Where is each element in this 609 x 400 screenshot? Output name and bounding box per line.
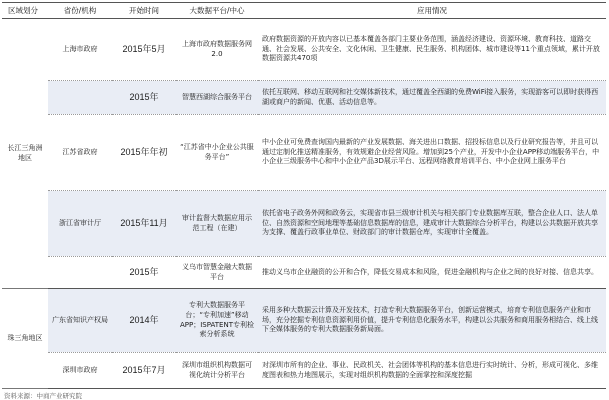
platform-cell: 审计监督大数据应用示范工程（在建） [176, 191, 258, 257]
header-time: 开始时间 [112, 3, 176, 19]
platform-cell: 义乌市智慧金融大数据平台 [176, 257, 258, 289]
org-cell: 浙江省审计厅 [48, 191, 112, 257]
platform-cell: “江苏省中小企业公共服务平台” [176, 115, 258, 191]
time-cell: 2015年7月 [112, 353, 176, 389]
source-footnote: 资料来源：中商产业研究院 [4, 392, 82, 400]
table-row [2, 115, 606, 191]
table-row [2, 81, 606, 115]
region-yangtze: 长江三角洲地区 [2, 19, 48, 289]
time-cell: 2015年 [112, 81, 176, 115]
header-platform: 大数据平台/中心 [176, 3, 258, 19]
time-cell: 2015年11月 [112, 191, 176, 257]
header-org: 省份/机构 [48, 3, 112, 19]
detail-cell: 对深圳市所有的企业、事业、民政机关、社会团体等机构的基本信息进行实时统计、分析，形成可视化、多维度图表和热力地图展示，实现对组织机构数据的全面掌控和深度挖掘 [258, 353, 606, 389]
platform-cell: 上海市政府数据服务网2.0 [176, 19, 258, 81]
detail-cell: 依托互联网、移动互联网和社交媒体新技术，通过覆盖全西湖的免费WiFi接入服务，实现游客可以即时获得西湖或商户的新闻、优惠、活动信息等。 [258, 81, 606, 115]
platform-cell: 深圳市组织机构数据可视化统计分析平台 [176, 353, 258, 389]
time-cell: 2015年 [112, 257, 176, 289]
org-cell: 上海市政府 [48, 19, 112, 81]
table-row [2, 191, 606, 257]
detail-cell: 推动义乌市企业融资的公开和合作，降低交易成本和风险，促进金融机构与企业之间的良好对接、信息共享。 [258, 257, 606, 289]
table-row [2, 289, 606, 353]
header-region: 区域划分 [2, 3, 48, 19]
table-header-row [2, 3, 606, 19]
time-cell: 2014年 [112, 289, 176, 353]
detail-cell: 采用多种大数据云计算及开发技术，打造专利大数据服务平台，创新运营模式，培育专利信息服务产业和市场，充分挖掘专利信息资源利用价值，提升专利信息化服务水平，构建以公共服务和商用服务相结合、线上线下全媒体服务的专利大数据服务新局面。 [258, 289, 606, 353]
table-row [2, 353, 606, 389]
table-row [2, 19, 606, 81]
time-cell: 2015年年初 [112, 115, 176, 191]
org-cell: 广东省知识产权局 [48, 289, 112, 353]
platform-cell: 智慧西湖综合服务平台 [176, 81, 258, 115]
table-row [2, 257, 606, 289]
header-detail: 应用情况 [258, 3, 606, 19]
org-cell [48, 257, 112, 289]
org-cell: 深圳市政府 [48, 353, 112, 389]
detail-cell: 中小企业可免费查询国内最新的产业发展数据、海关进出口数据、招投标信息以及行业研究报告等，并且可以通过定制化推送精准服务，有效规避企业经营风险。增加到25个产业，开发中小企业APP移动端服务平台，中小企业三级服务中心和中小企业产品3D展示平台、远程网络教育培训平台、中小企业网上服务平台 [258, 115, 606, 191]
time-cell: 2015年5月 [112, 19, 176, 81]
big-data-platform-table [2, 2, 606, 389]
region-pearl: 珠三角地区 [2, 289, 48, 389]
detail-cell: 依托省电子政务外网和政务云，实现省市县三级审计机关与相关部门专业数据库互联，整合企业人口、法人单位、自然资源和空间地理等基础信息数据库的信息，建成审计大数据综合分析平台，构建以公共数据开放共享为支撑、覆盖行政事业单位、财政部门的审计数据仓库，实现审计全覆盖。 [258, 191, 606, 257]
org-cell [48, 81, 112, 115]
detail-cell: 政府数据资源的开放内容以已基本覆盖各部门主要业务范围，涵盖经济建设、资源环境、教育科技、道路交通、社会发展、公共安全、文化休闲、卫生健康、民生服务、机构团体、城市建设等11个重点领域，累计开放数据资源共470项 [258, 19, 606, 81]
org-cell: 江苏省政府 [48, 115, 112, 191]
platform-cell: 专利大数据服务平台；“专利加速”移动APP；ISPATENT专利检索分析系统 [176, 289, 258, 353]
